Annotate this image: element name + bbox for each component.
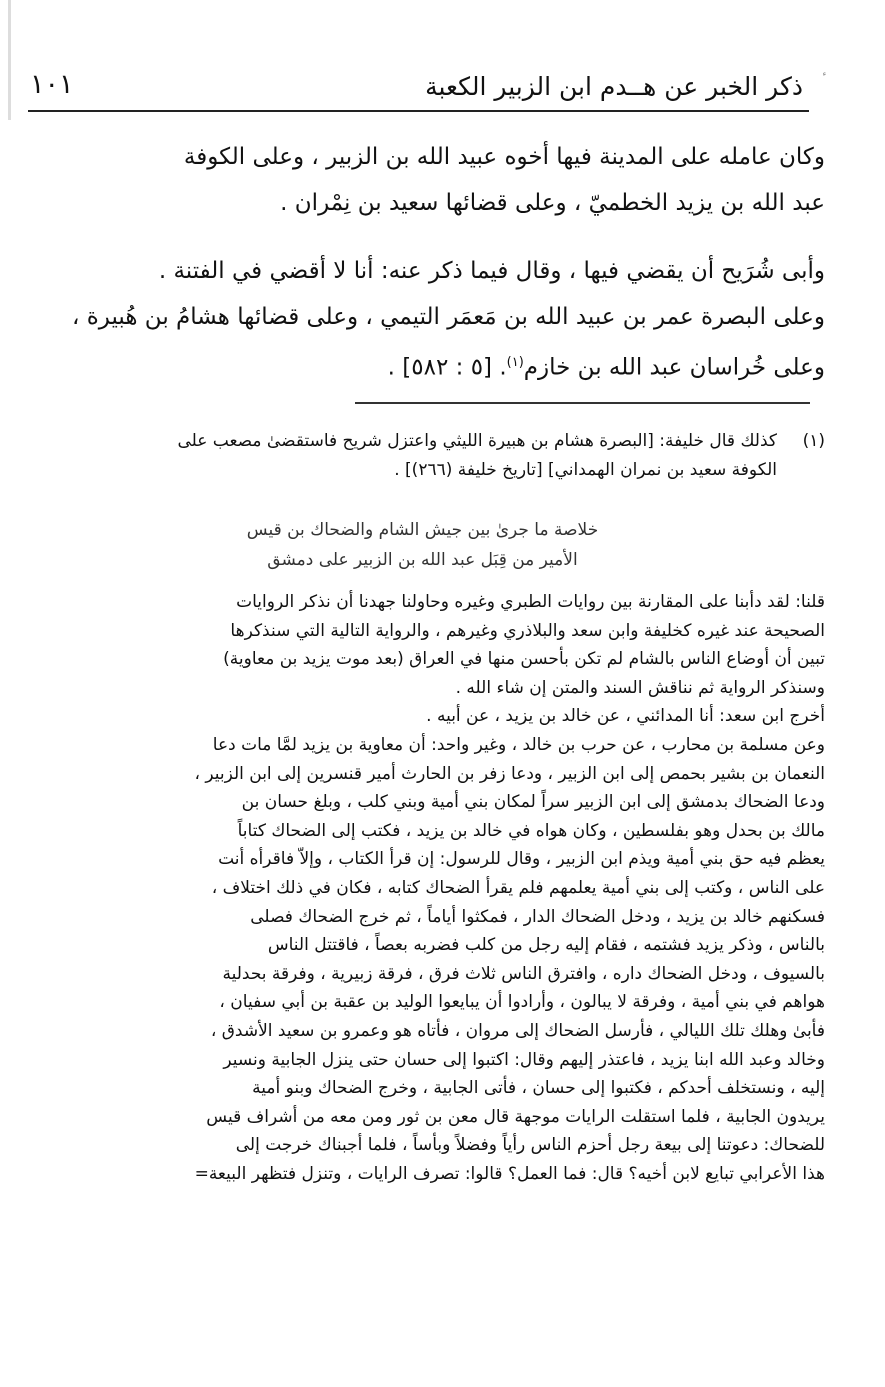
footnote-body xyxy=(20,427,777,484)
text-line: فأبىٰ وهلك تلك الليالي ، فأرسل الضحاك إلى مروان ، فأتاه هو وعمرو بن سعيد الأشدق ، xyxy=(210,1020,825,1041)
text-line: هواهم في بني أمية ، وفرقة لا يبالون ، وأرادوا أن يبايعوا الوليد بن عقبة بن أبي سفيان ، xyxy=(219,992,825,1013)
text-line: قلنا: لقد دأبنا على المقارنة بين روايات الطبري وغيره وحاولنا جهدنا أن نذكر الروايات xyxy=(236,592,825,612)
source-citation: . [٥ : ٥٨٢] . xyxy=(387,354,507,381)
text-span: وعلى خُراسان عبد الله بن خازم xyxy=(523,354,825,381)
text-line: هذا الأعرابي تبايع لابن أخيه؟ قال: فما العمل؟ قالوا: تصرف الرايات ، وتنزل فتظهر البيعة= xyxy=(194,1163,825,1184)
footnote-marker: (١) xyxy=(802,431,825,451)
running-title: ذكر الخبر عن هــدم ابن الزبير الكعبة xyxy=(425,72,803,101)
main-paragraph-1 xyxy=(43,134,825,226)
text-line: يعظم فيه حق بني أمية ويذم ابن الزبير ، وقال للرسول: إن قرأ الكتاب ، وإلاّ فاقرأه أنت xyxy=(218,849,825,870)
text-line: وكان عامله على المدينة فيها أخوه عبيد الله بن الزبير ، وعلى الكوفة xyxy=(183,144,825,170)
text-line xyxy=(43,340,825,391)
text-line: وعلى البصرة عمر بن عبيد الله بن مَعمَر التيمي ، وعلى قضائها هشامُ بن هُبيرة ، xyxy=(72,304,825,330)
text-line: للضحاك: دعوتنا إلى بيعة رجل أحزم الناس رأياً وفضلاً وبأساً ، فلما أجبناك خرجت إلى xyxy=(235,1135,825,1156)
text-line: وخالد وعبد الله ابنا يزيد ، فاعتذر إليهم وقال: اكتبوا إلى حسان حتى ينزل الجابية ونسير xyxy=(223,1049,825,1070)
main-paragraph-2 xyxy=(43,248,825,391)
section-heading-line: الأمير من قِبَل عبد الله بن الزبير على دمشق xyxy=(267,550,578,570)
text-line: عبد الله بن يزيد الخطميّ ، وعلى قضائها سعيد بن نِمْران . xyxy=(280,190,825,216)
section-heading xyxy=(20,515,825,575)
text-line: مالك بن بحدل وهو بفلسطين ، وكان هواه في خالد بن يزيد ، فكتب إلى الضحاك كتاباً xyxy=(237,820,825,841)
text-line: بالسيوف ، ودخل الضحاك داره ، وافترق الناس ثلاث فرق ، فرقة زبيرية ، وفرقة بحدلية xyxy=(222,963,825,984)
text-line: ودعا الضحاك بدمشق إلى ابن الزبير سراً لمكان بني أمية وبني كلب ، وبلغ حسان بن xyxy=(241,792,825,813)
text-line: أخرج ابن سعد: أنا المدائني ، عن خالد بن يزيد ، عن أبيه . xyxy=(426,706,825,727)
commentary-text xyxy=(20,588,825,1188)
footnote-line: الكوفة سعيد بن نمران الهمداني] [تاريخ خليفة (٢٦٦)] . xyxy=(394,459,777,480)
text-line: الصحيحة عند غيره كخليفة وابن سعد والبلاذري وغيرهم ، والرواية التالية التي سنذكرها xyxy=(230,620,825,641)
text-line: فسكنهم خالد بن يزيد ، ودخل الضحاك الدار ، فمكثوا أياماً ، ثم خرج الضحاك فصلى xyxy=(250,906,825,927)
footnote-line: كذلك قال خليفة: [البصرة هشام بن هبيرة الليثي واعتزل شريح فاستقضىٰ مصعب على xyxy=(177,431,777,451)
text-line: بالناس ، وذكر يزيد فشتمه ، فقام إليه رجل من كلب فضربه بعصاً ، فاقتتل الناس xyxy=(267,935,825,956)
text-line: وعن مسلمة بن محارب ، عن حرب بن خالد ، وغير واحد: أن معاوية بن يزيد لمَّا مات دعا xyxy=(212,734,825,755)
header-rule xyxy=(28,110,809,112)
text-line: على الناس ، وكتب إلى بني أمية يعلمهم فلم يقرأ الضحاك كتابه ، فكان في ذلك اختلاف ، xyxy=(211,877,825,898)
text-line: وسنذكر الرواية ثم نناقش السند والمتن إن شاء الله . xyxy=(455,677,825,698)
section-heading-line: خلاصة ما جرىٰ بين جيش الشام والضحاك بن قيس xyxy=(246,520,599,540)
footnote-separator xyxy=(355,402,810,404)
footnote xyxy=(20,427,825,484)
text-line: يريدون الجابية ، فلما استقلت الرايات موجهة قال معن بن ثور ومن معه من أشراف قيس xyxy=(206,1106,825,1127)
text-line: وأبى شُرَيح أن يقضي فيها ، وقال فيما ذكر عنه: أنا لا أقضي في الفتنة . xyxy=(158,258,825,284)
text-line: النعمان بن بشير بحمص إلى ابن الزبير ، ودعا زفر بن الحارث أمير قنسرين إلى ابن الزبير ، xyxy=(194,763,825,784)
footnote-reference[interactable]: (١) xyxy=(506,355,524,370)
text-line: تبين أن أوضاع الناس بالشام لم تكن بأحسن منها في العراق (بعد موت يزيد بن معاوية) xyxy=(223,649,825,670)
text-line: إليه ، ونستخلف أحدكم ، فكتبوا إلى حسان ، فأتى الجابية ، وخرج الضحاك وبنو أمية xyxy=(252,1078,825,1099)
page-number: ١٠١ xyxy=(30,69,74,100)
page-edge-shadow xyxy=(8,0,11,120)
